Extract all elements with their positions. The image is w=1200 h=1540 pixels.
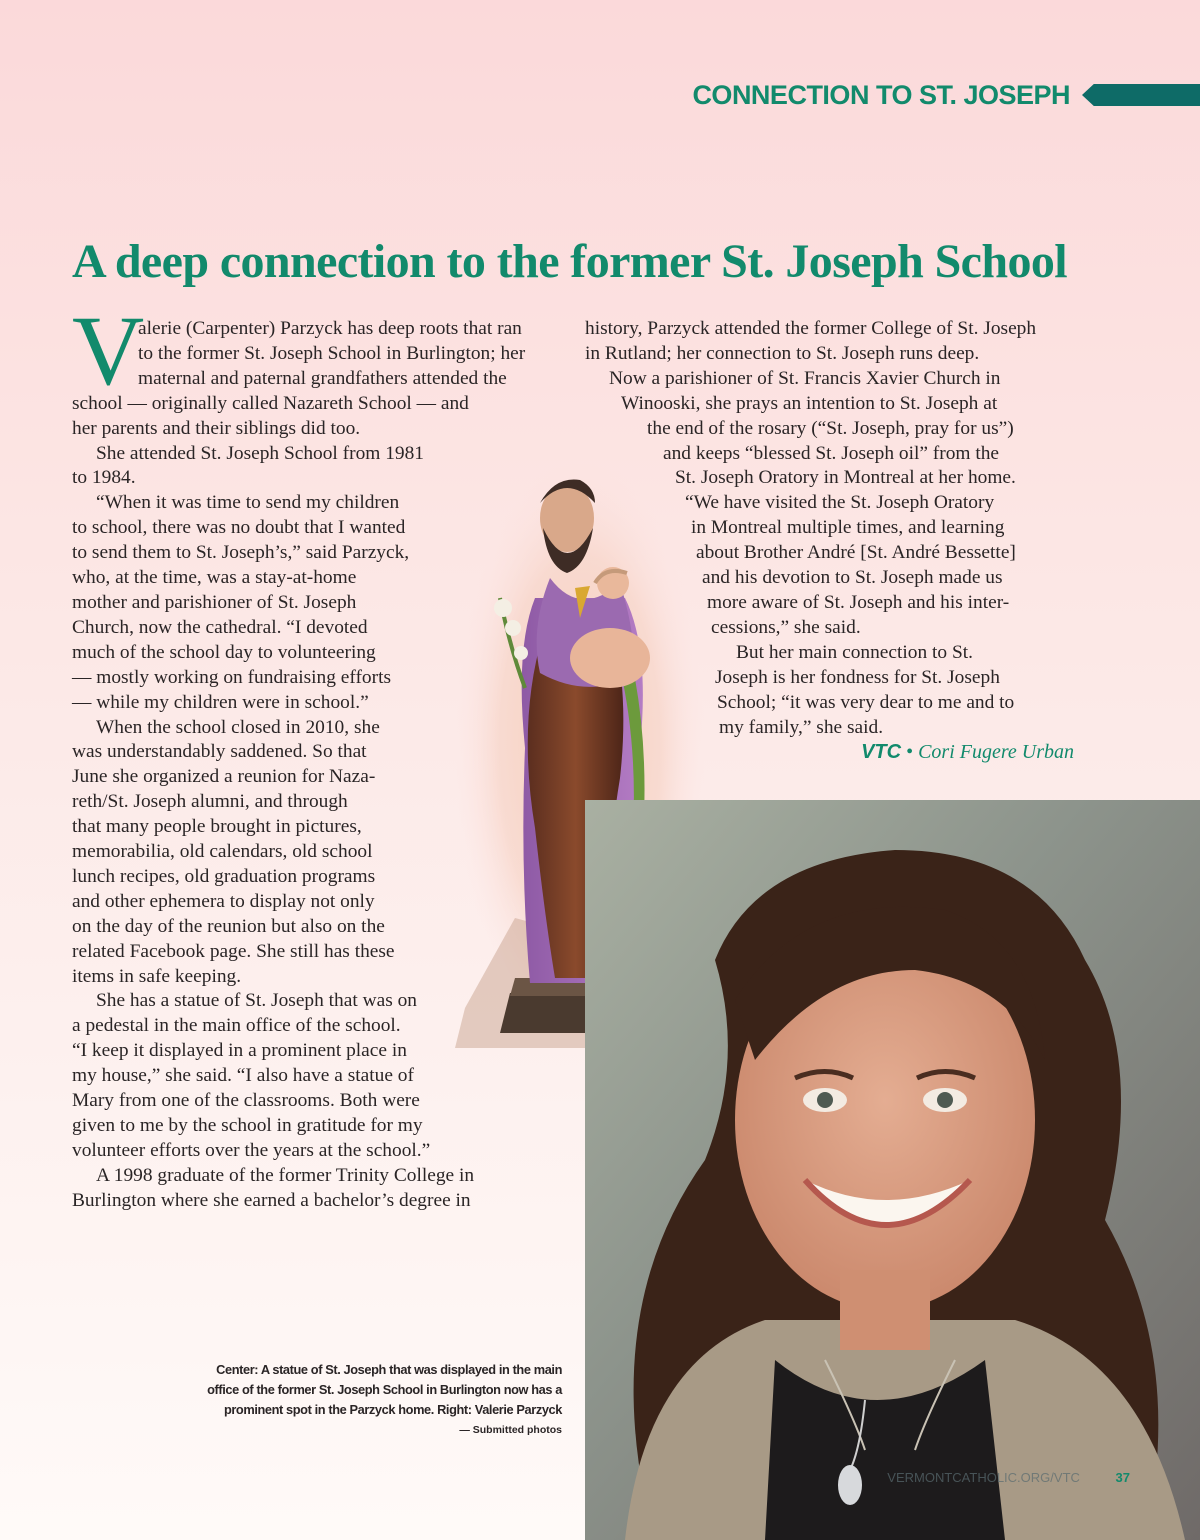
caption-credit: — Submitted photos [459,1424,562,1436]
article-line: that many people brought in pictures, [72,816,362,838]
article-line: given to me by the school in gratitude for my [72,1115,423,1136]
byline-author: Cori Fugere Urban [918,741,1074,763]
article-line: Church, now the cathedral. “I devoted [72,616,368,638]
article-line: volunteer efforts over the years at the school.” [72,1139,431,1161]
article-line: her parents and their siblings did too. [72,417,361,439]
page-footer [887,1470,1130,1485]
article-line: lunch recipes, old graduation programs [72,865,376,887]
article-line: St. Joseph Oratory in Montreal at her home. [675,467,1016,489]
drop-cap: V [72,295,145,406]
article-line: who, at the time, was a stay-at-home [72,567,357,589]
article-line: memorabilia, old calendars, old school [72,841,373,863]
article-line: “We have visited the St. Joseph Oratory [685,492,995,514]
article-line: maternal and paternal grandfathers attended the [138,367,507,389]
article-line: — mostly working on fundraising efforts [72,666,392,688]
article-column-1 [72,317,525,1214]
byline [861,741,1074,764]
article-line: more aware of St. Joseph and his inter- [707,591,1010,613]
article-line: to school, there was no doubt that I wanted [72,517,406,539]
article-line: She has a statue of St. Joseph that was on [96,990,417,1012]
article-line: on the day of the reunion but also on the [72,915,385,937]
photo-caption [207,1360,562,1440]
article-line: related Facebook page. She still has these [72,940,395,962]
article-line: June she organized a reunion for Naza- [72,766,376,788]
article-line: Mary from one of the classrooms. Both were [72,1090,420,1112]
caption-line: Center: A statue of St. Joseph that was displayed in the main [216,1362,562,1377]
byline-separator: • [906,741,914,763]
article-line: in Montreal multiple times, and learning [691,517,1005,539]
page-number: 37 [1115,1470,1130,1485]
article-line: to the former St. Joseph School in Burlington; her [138,342,526,364]
article-line: Joseph is her fondness for St. Joseph [715,666,1000,688]
footer-url: VERMONTCATHOLIC.ORG/VTC [887,1470,1080,1485]
article-line: in Rutland; her connection to St. Joseph runs deep. [585,342,980,364]
article-line: and his devotion to St. Joseph made us [702,567,1003,589]
article-line: reth/St. Joseph alumni, and through [72,791,348,813]
article-line: the end of the rosary (“St. Joseph, pray for us”) [647,417,1014,439]
article-line: When the school closed in 2010, she [96,716,380,738]
article-line: Burlington where she earned a bachelor’s degree in [72,1189,471,1211]
article-line: Now a parishioner of St. Francis Xavier Church in [609,367,1001,389]
section-tab-arrow [1082,84,1200,106]
caption-line: prominent spot in the Parzyck home. Right: Valerie Parzyck [223,1402,562,1417]
article-line: was understandably saddened. So that [72,741,367,763]
article-line: — while my children were in school.” [72,691,369,713]
article-line: a pedestal in the main office of the school. [72,1015,401,1037]
article-line: alerie (Carpenter) Parzyck has deep roots that ran [138,318,522,339]
article-line: Winooski, she prays an intention to St. Joseph at [621,392,998,414]
byline-org: VTC [861,741,902,763]
article-line: to 1984. [72,467,136,489]
article-line: School; “it was very dear to me and to [717,691,1015,713]
article-line: cessions,” she said. [711,616,861,638]
article-line: items in safe keeping. [72,965,242,987]
article-line: A 1998 graduate of the former Trinity College in [96,1164,475,1186]
article-line: to send them to St. Joseph’s,” said Parzyck, [72,542,410,564]
article-line: about Brother André [St. André Bessette] [696,542,1016,564]
article-line: school — originally called Nazareth School — and [72,392,469,414]
headline: A deep connection to the former St. Joseph School [72,235,1068,288]
article-line: my family,” she said. [719,716,884,738]
caption-line: office of the former St. Joseph School in Burlington now has a [207,1382,562,1397]
valerie-parzyck-portrait [585,800,1200,1540]
article-line: mother and parishioner of St. Joseph [72,591,357,613]
article-line: “I keep it displayed in a prominent place in [72,1040,407,1062]
article-line: my house,” she said. “I also have a statue of [72,1065,414,1087]
article-line: much of the school day to volunteering [72,641,376,663]
article-line: and keeps “blessed St. Joseph oil” from the [663,442,1000,464]
article-line: But her main connection to St. [736,641,973,663]
article-line: history, Parzyck attended the former College of St. Joseph [585,318,1037,339]
section-label: CONNECTION TO ST. JOSEPH [692,80,1070,110]
article-line: and other ephemera to display not only [72,890,375,912]
article-column-2 [585,317,1036,740]
article-line: “When it was time to send my children [96,492,400,514]
article-line: She attended St. Joseph School from 1981 [96,442,424,464]
